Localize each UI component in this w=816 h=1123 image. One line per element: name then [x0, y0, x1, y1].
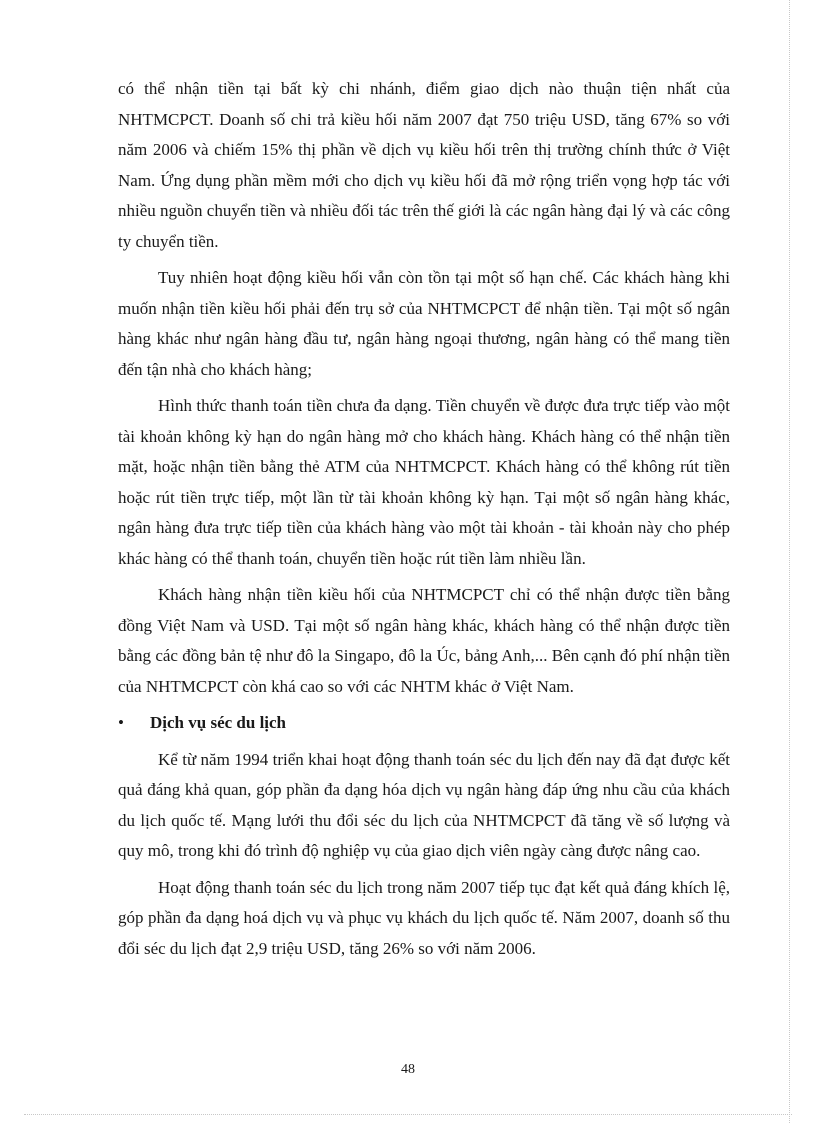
paragraph-travel-cheque-2007: Hoạt động thanh toán séc du lịch trong năm 2007 tiếp tục đạt kết quả đáng khích lệ, góp phần đa dạng hoá dịch vụ và phục vụ khách du lịch quốc tế. Năm 2007, doanh số thu đổi séc du lịch đạt 2,9 triệu USD, tăng 26% so với năm 2006.	[118, 877, 730, 958]
paragraph-limitations: Tuy nhiên hoạt động kiều hối vẫn còn tồn tại một số hạn chế. Các khách hàng khi muốn nhận tiền kiều hối phải đến trụ sở của NHTMCPCT để nhận tiền. Tại một số ngân hàng khác như ngân hàng đầu tư, ngân hàng ngoại thương, ngân hàng có thể mang tiền đến tận nhà cho khách hàng;	[118, 268, 730, 379]
paragraph-travel-cheque-history: Kể từ năm 1994 triển khai hoạt động thanh toán séc du lịch đến nay đã đạt được kết quả đáng khả quan, góp phần đa dạng hóa dịch vụ ngân hàng đáp ứng nhu cầu của khách du lịch quốc tế. Mạng lưới thu đổi séc du lịch của NHTMCPCT đã tăng về số lượng và quy mô, trong khi đó trình độ nghiệp vụ của giao dịch viên ngày càng được nâng cao.	[118, 749, 730, 860]
section-heading	[118, 708, 730, 739]
paragraph-currency: Khách hàng nhận tiền kiều hối của NHTMCPCT chỉ có thể nhận được tiền bằng đồng Việt Nam và USD. Tại một số ngân hàng khác, khách hàng có thể nhận được tiền bằng các đồng bản tệ như đô la Singapo, đô la Úc, bảng Anh,... Bên cạnh đó phí nhận tiền của NHTMCPCT còn khá cao so với các NHTM khác ở Việt Nam.	[118, 585, 730, 696]
document-body	[118, 74, 730, 970]
paragraph-continuation: có thể nhận tiền tại bất kỳ chi nhánh, điểm giao dịch nào thuận tiện nhất của NHTMCPCT. Doanh số chi trả kiều hối năm 2007 đạt 750 triệu USD, tăng 67% so với năm 2006 và chiếm 15% thị phần về dịch vụ kiều hối trên thị trường chính thức ở Việt Nam. Ứng dụng phần mềm mới cho dịch vụ kiều hối đã mở rộng triển vọng hợp tác với nhiều nguồn chuyển tiền và nhiều đối tác trên thế giới là các ngân hàng đại lý và các công ty chuyển tiền.	[118, 79, 730, 251]
page-number: 48	[401, 1062, 415, 1077]
paragraph-payment-forms: Hình thức thanh toán tiền chưa đa dạng. Tiền chuyển về được đưa trực tiếp vào một tài khoản không kỳ hạn do ngân hàng mở cho khách hàng. Khách hàng có thể nhận tiền mặt, hoặc nhận tiền bằng thẻ ATM của NHTMCPCT. Khách hàng có thể không rút tiền hoặc rút tiền trực tiếp, một lần từ tài khoản không kỳ hạn. Tại một số ngân hàng khác, ngân hàng đưa trực tiếp tiền của khách hàng vào một tài khoản - tài khoản này cho phép khác hàng có thể thanh toán, chuyển tiền hoặc rút tiền làm nhiều lần.	[118, 396, 730, 568]
page-bottom-margin-rule	[24, 1114, 792, 1115]
bullet-icon: •	[118, 713, 124, 732]
section-heading-text: Dịch vụ séc du lịch	[150, 713, 287, 732]
page-right-margin-rule	[789, 0, 790, 1123]
